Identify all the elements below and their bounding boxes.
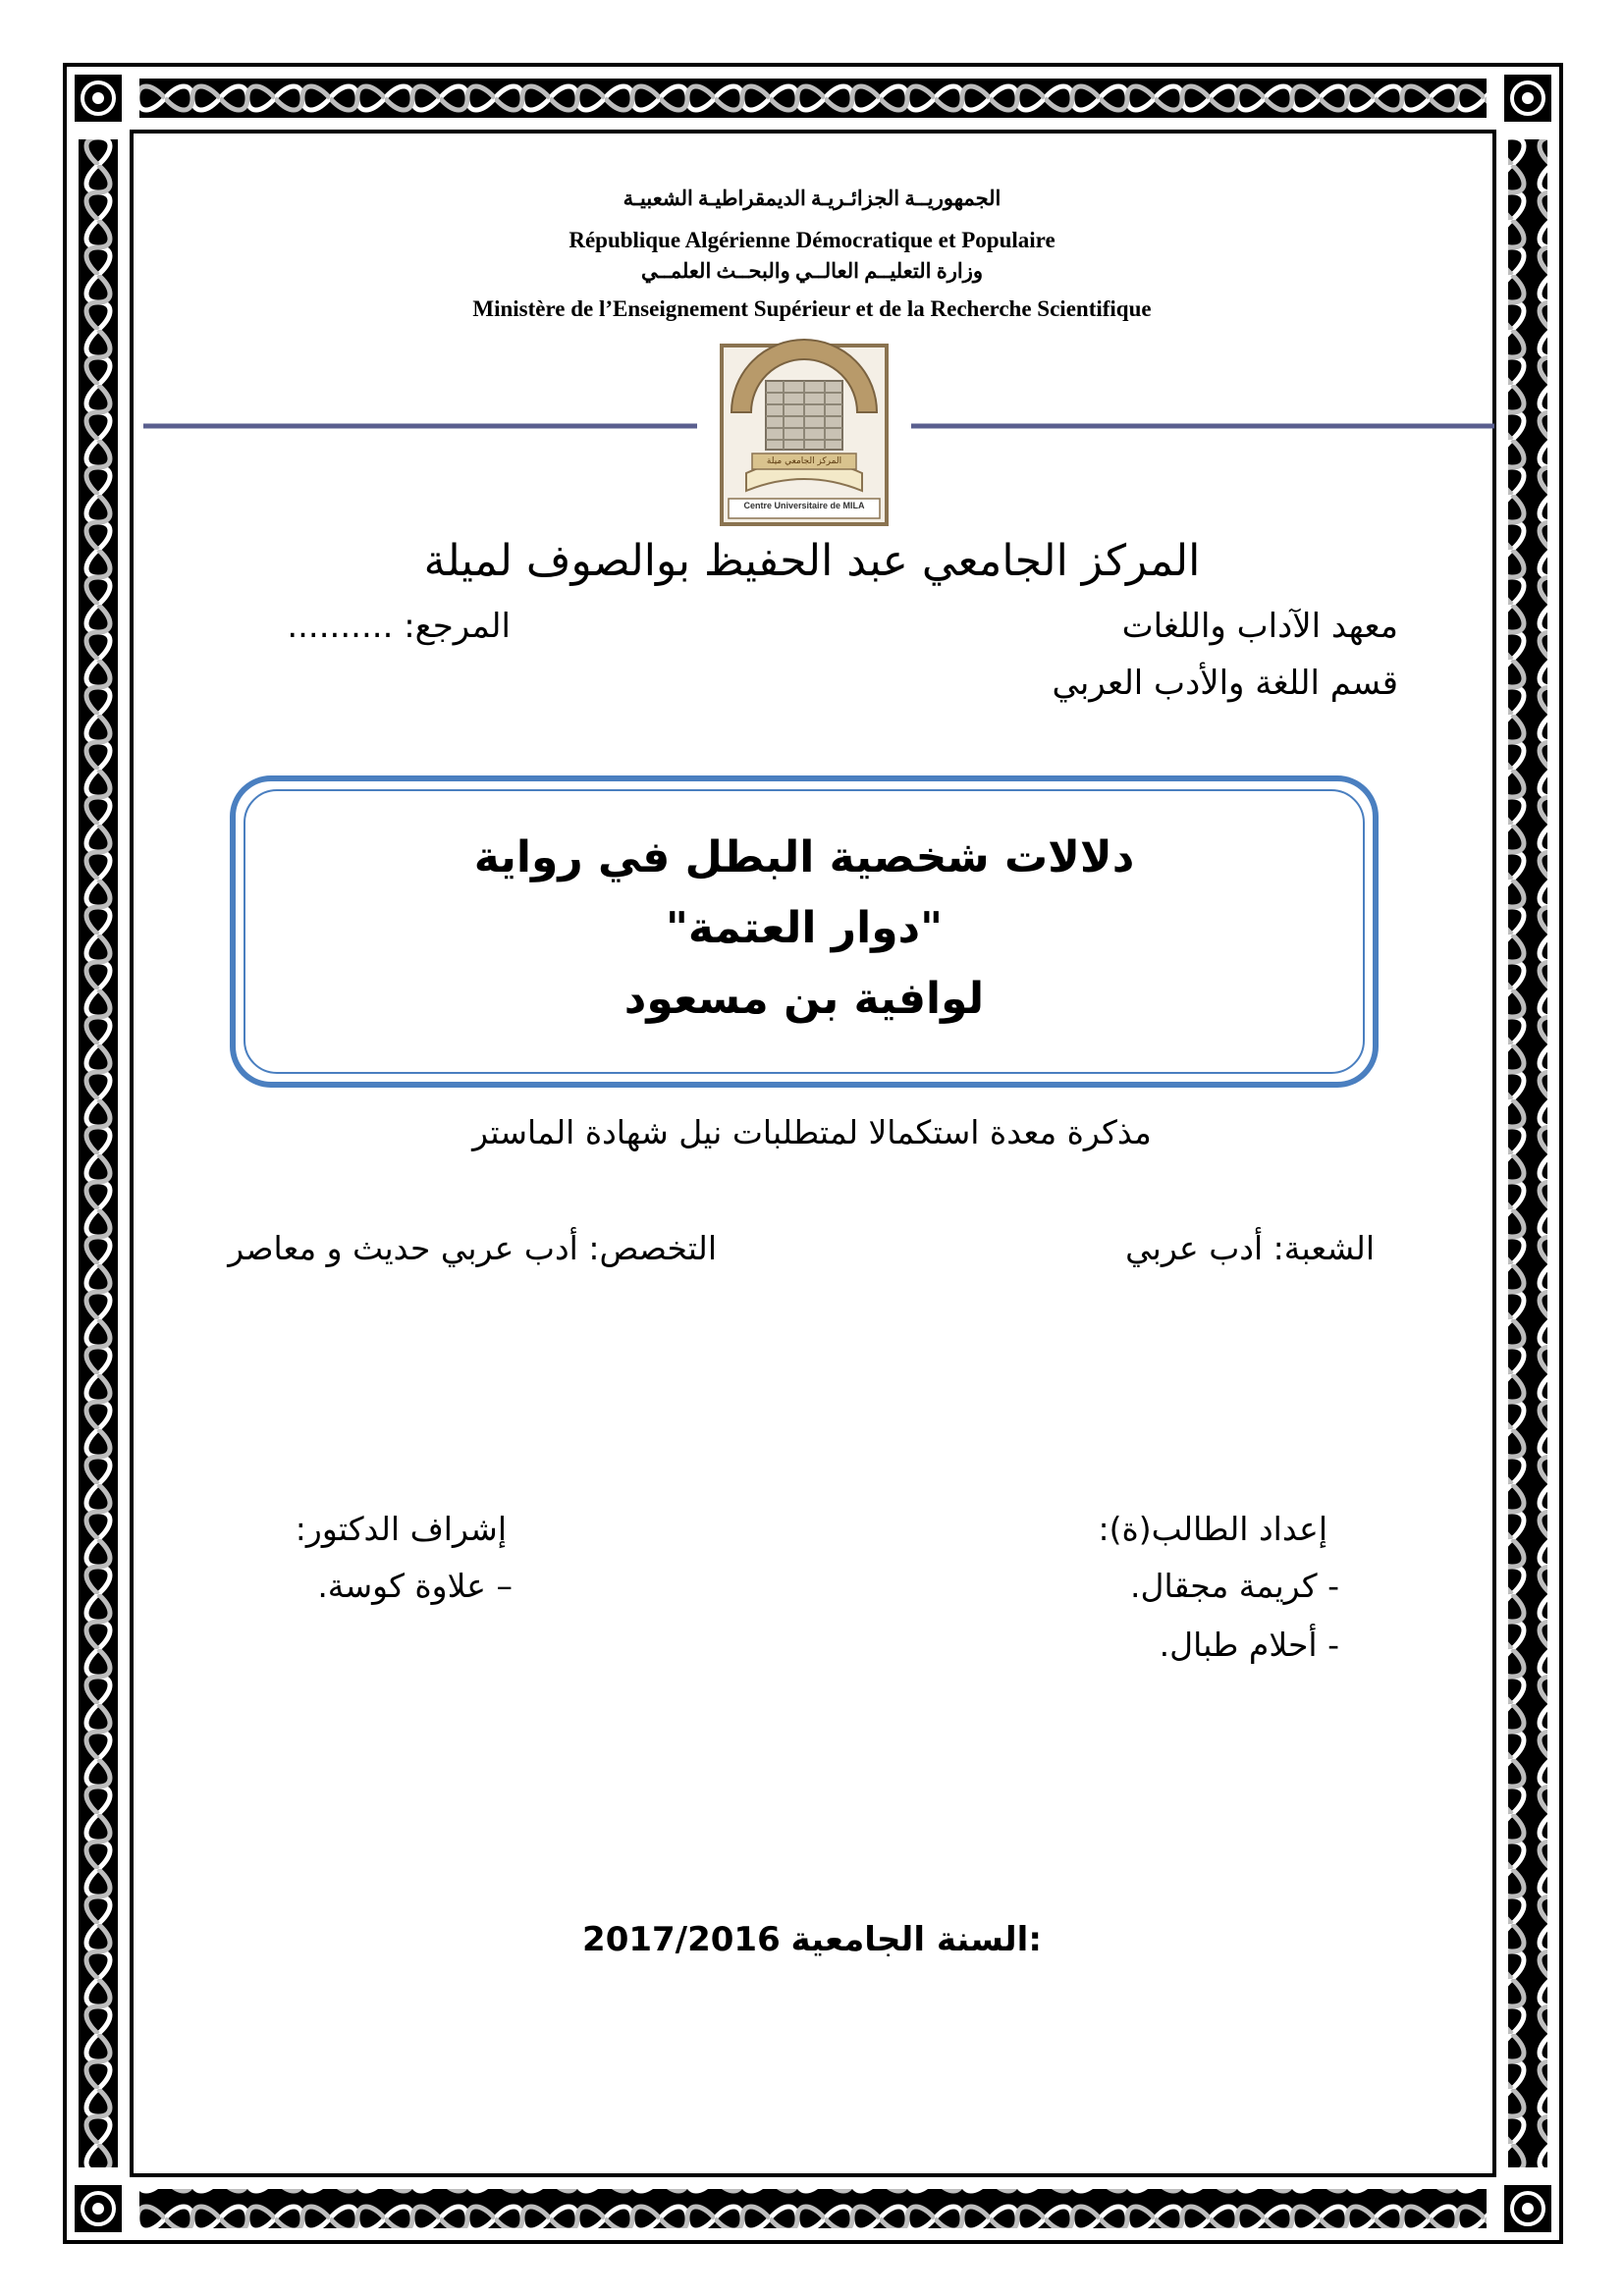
- thesis-author: لوافية بن مسعود: [623, 974, 985, 1024]
- department-name: قسم اللغة والأدب العربي: [1052, 664, 1398, 703]
- institute-name: معهد الآداب واللغات: [1121, 607, 1398, 646]
- supervisor-name: – علاوة كوسة.: [317, 1567, 513, 1605]
- student-name: - كريمة مجقال.: [1130, 1567, 1339, 1605]
- academic-year-label: السنة الجامعية:: [790, 1920, 1042, 1959]
- ministry-fr: Ministère de l’Enseignement Supérieur et de la Recherche Scientifique: [472, 296, 1152, 321]
- circle-ornament-icon: [1504, 2185, 1551, 2232]
- logo-caption: Centre Universitaire de MILA: [743, 501, 865, 510]
- academic-year-value: 2017/2016: [582, 1920, 781, 1959]
- academic-year: [295, 1920, 1329, 1959]
- university-logo-icon: [722, 340, 887, 524]
- circle-ornament-icon: [1504, 75, 1551, 122]
- republic-ar: الجمهوريــة الجزائـريـة الديمقراطيـة الشعبيـة: [623, 187, 1001, 210]
- republic-fr: République Algérienne Démocratique et Populaire: [568, 228, 1056, 252]
- branch-field: الشعبة: أدب عربي: [1125, 1229, 1375, 1267]
- supervisor-heading: إشراف الدكتور:: [295, 1510, 507, 1548]
- circle-ornament-icon: [75, 2185, 122, 2232]
- center-name: المركز الجامعي عبد الحفيظ بوالصوف لميلة: [423, 536, 1201, 586]
- reference-field: المرجع: ..........: [287, 607, 511, 646]
- ministry-ar: وزارة التعليــم العالــي والبحــث العلمــي: [641, 259, 983, 283]
- circle-ornament-icon: [75, 75, 122, 122]
- thesis-title-line2: "دوار العتمة": [665, 903, 944, 953]
- specialty-field: التخصص: أدب عربي حديث و معاصر: [228, 1229, 717, 1267]
- student-name: - أحلام طبال.: [1159, 1626, 1339, 1664]
- thesis-title-line1: دلالات شخصية البطل في رواية: [473, 832, 1135, 882]
- thesis-subtitle: مذكرة معدة استكمالا لمتطلبات نيل شهادة الماستر: [472, 1113, 1152, 1151]
- logo-banner-text: المركز الجامعي ميلة: [766, 456, 842, 466]
- students-heading: إعداد الطالب(ة):: [1098, 1510, 1327, 1548]
